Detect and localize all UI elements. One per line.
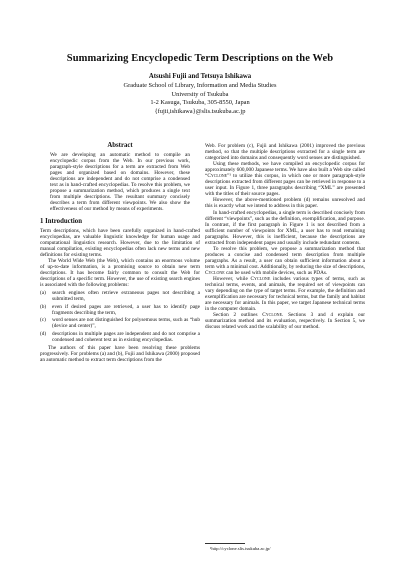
text-run: ”¹ to utilize this corpus, in which one or more paragraph-style descriptions extracted from different pages can be retrieved in response to a user input. In Figure 1, three paragraphs describing “XML” are presented with the titles of their source pages. — [205, 173, 365, 198]
paragraph: The authors of this paper have been resolving these problems progressively. For problems (a) and (b), Fujii and Ishikawa (2000) proposed an automatic method to extract term descriptions from the — [40, 344, 200, 363]
problem-list — [40, 290, 200, 343]
system-name: Cyclone — [207, 173, 228, 180]
footnote: ¹http://cyclone.slis.tsukuba.ac.jp/ — [210, 546, 271, 551]
text-run: . Sections 3 and 4 explain our summarization method and its evaluation, respectively. In Section 5, we discuss related work and the scalability of our method. — [205, 312, 365, 331]
paragraph — [205, 246, 365, 276]
right-column — [205, 143, 365, 330]
footnote-rule — [205, 543, 245, 544]
system-name: Cyclone — [205, 269, 225, 276]
abstract-text: We are developing an automatic method to compile an encyclopedic corpus from the Web. In our previous work, paragraph-style descriptions for a term are extracted from Web pages and organized based on domains. However, these descriptions are independent and do not comprise a condensed text as in hand-crafted encyclopedias. To resolve this problem, we propose a summarization method, which produces a single text from multiple descriptions. The resultant summary concisely describes a term from different viewpoints. We also show the effectiveness of our method by means of experiments. — [50, 152, 190, 213]
paragraph: Web. For problem (c), Fujii and Ishikawa (2001) improved the previous method, so that the multiple descriptions extracted for a single term are categorized into domains and consequently word senses are distinguished. — [205, 143, 365, 162]
system-name: Cyclone — [250, 276, 271, 283]
list-item — [40, 330, 200, 343]
list-marker: (a) — [40, 290, 46, 297]
authors: Atsushi Fujii and Tetsuya Ishikawa — [148, 73, 252, 80]
list-item — [40, 303, 200, 316]
paragraph: However, the above-mentioned problem (d) remains unresolved and this is exactly what we intend to address in this paper. — [205, 197, 365, 210]
affiliation — [0, 82, 400, 116]
system-name: Cyclone — [262, 312, 283, 319]
text-run: However, while — [213, 276, 251, 283]
paragraph: In hand-crafted encyclopedias, a single term is described concisely from different “viewpoints”, such as the definition, exemplification, and purpose. In contrast, if the first paragraph in Figure 1 is not described from a sufficient number of viewpoints for XML, a user has to read remaining paragraphs. However, this is inefficient, because the descriptions are extracted from independent pages and usually include redundant contents. — [205, 209, 365, 246]
email: {fujii,ishikawa}@slis.tsukuba.ac.jp — [154, 107, 246, 115]
list-marker: (d) — [40, 330, 47, 337]
paragraph — [205, 312, 365, 330]
section-heading-introduction: 1 Introduction — [40, 217, 82, 225]
left-column — [40, 143, 200, 363]
text-run: Section 2 outlines — [213, 312, 263, 319]
paragraph — [205, 276, 365, 312]
list-item-text: even if desired pages are retrieved, a user has to identify page fragments describing the term, — [52, 303, 200, 316]
paragraph: Term descriptions, which have been carefully organized in hand-crafted encyclopedias, are valuable linguistic knowledge for human usage and computational linguistics research. However, due to the limitation of manual compilation, existing encyclopedias often lack new terms and new definitions for existing terms. — [40, 227, 200, 258]
text-run: can be used with mobile devices, such as PDAs. — [224, 269, 328, 276]
list-item-text: word senses are not distinguished for polysemous terms, such as “hub (device and center)”, — [52, 317, 200, 330]
paper-title: Summarizing Encyclopedic Term Descriptions on the Web — [66, 53, 334, 64]
list-marker: (c) — [40, 317, 46, 324]
abstract-heading: Abstract — [107, 142, 133, 149]
list-item — [40, 290, 200, 303]
abstract — [40, 152, 200, 212]
affiliation-line: Graduate School of Library, Information and Media Studies — [123, 82, 277, 89]
list-item-text: descriptions in multiple pages are independent and do not comprise a condensed and coherent text as in existing encyclopedias. — [52, 330, 200, 343]
list-marker: (b) — [40, 303, 47, 310]
text-run: To resolve this problem, we propose a summarization method that produces a concise and condensed term description from multiple paragraphs. As a result, a user can obtain sufficient information about a term with a minimal cost. Additionally, by reducing the size of descriptions, — [205, 245, 365, 270]
affiliation-line: University of Tsukuba — [171, 90, 229, 98]
paragraph — [205, 161, 365, 197]
text-run: includes various types of terms, such as technical terms, events, and animals, the required set of viewpoints can vary depending on the type of target terms. For example, the definition and exemplification are necessary for technical terms, but the family and habitat are necessary for animals. In this paper, we target Japanese technical terms in the computer domain. — [205, 276, 365, 313]
list-item-text: search engines often retrieve extraneous pages not describing a submitted term, — [52, 290, 200, 303]
list-item — [40, 317, 200, 330]
text-run: Using these methods, we have compiled an encyclopedic corpus for approximately 600,000 Japanese terms. We have also built a Web site called “ — [205, 161, 365, 180]
affiliation-line: 1-2 Kasuga, Tsukuba, 305-8550, Japan — [150, 99, 250, 107]
paragraph: The World Wide Web (the Web), which contains an enormous volume of up-to-date information, is a promising source to obtain new term descriptions. It has become fairly common to consult the Web for descriptions of a specific term. However, the use of existing search engines is associated with the following problems: — [40, 257, 200, 288]
